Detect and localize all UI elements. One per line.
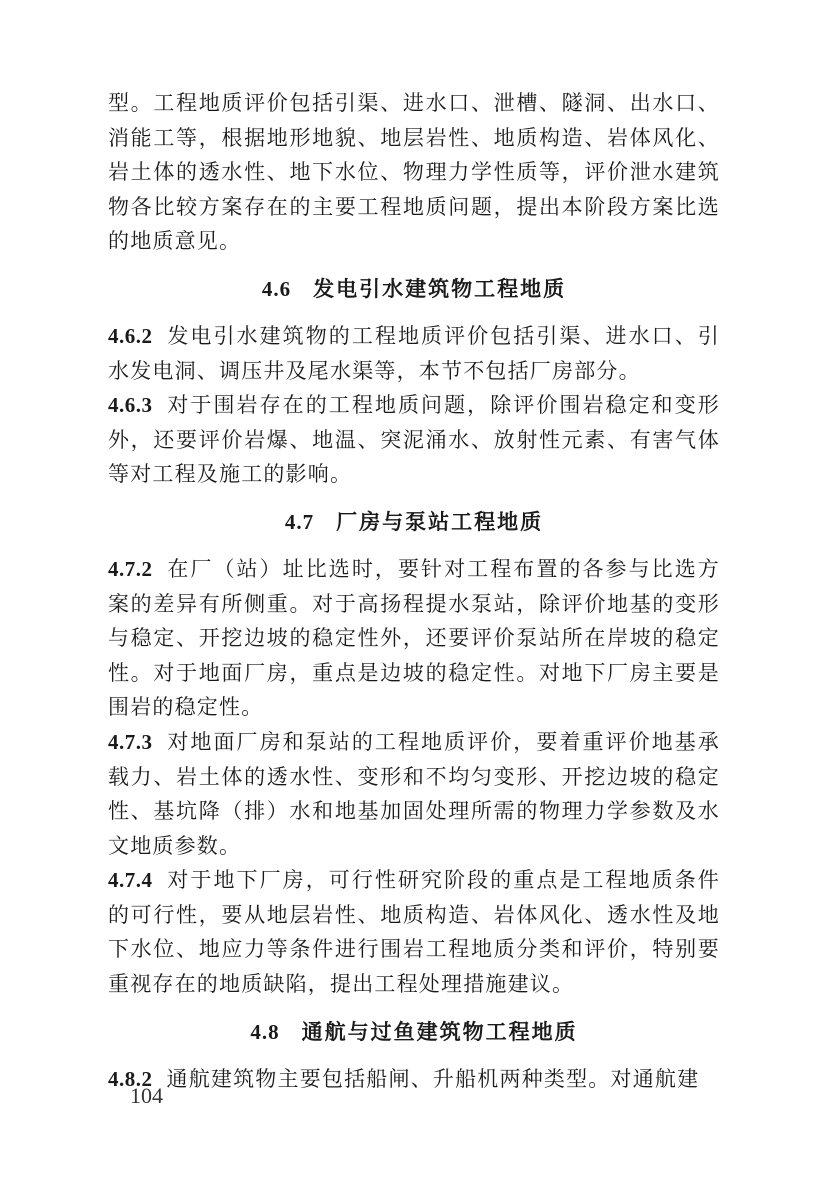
clause-4-7-3 [108,725,720,863]
clause-text: 对地面厂房和泵站的工程地质评价，要着重评价地基承载力、岩土体的透水性、变形和不均匀变形、开挖边坡的稳定性、基坑降（排）水和地基加固处理所需的物理力学参数及水文地质参数。 [108,729,720,858]
page-number: 104 [130,1083,163,1108]
clause-4-7-4 [108,863,720,1001]
clause-text: 在厂（站）址比选时，要针对工程布置的各参与比选方案的差异有所侧重。对于高扬程提水泵站，除评价地基的变形与稳定、开挖边坡的稳定性外，还要评价泵站所在岸坡的稳定性。对于地面厂房，重点是边坡的稳定性。对地下厂房主要是围岩的稳定性。 [108,556,720,720]
section-heading-4-6 [108,259,720,319]
page-body [108,86,720,1096]
section-number: 4.6 [261,276,292,301]
clause-number: 4.7.2 [108,556,153,581]
section-number: 4.7 [284,509,315,534]
section-heading-4-7 [108,492,720,552]
section-title: 发电引水建筑物工程地质 [313,276,567,301]
clause-text: 发电引水建筑物的工程地质评价包括引渠、进水口、引水发电洞、调压井及尾水渠等，本节不包括厂房部分。 [108,323,720,383]
section-number: 4.8 [250,1019,280,1044]
clause-4-6-2 [108,319,720,388]
clause-text: 对于地下厂房，可行性研究阶段的重点是工程地质条件的可行性，要从地层岩性、地质构造、岩体风化、透水性及地下水位、地应力等条件进行围岩工程地质分类和评价，特别要重视存在的地质缺陷，提出工程处理措施建议。 [108,868,720,997]
clause-number: 4.8.2 [108,1066,153,1091]
clause-4-7-2 [108,552,720,725]
clause-4-6-3 [108,388,720,492]
clause-number: 4.7.4 [108,868,153,893]
section-heading-4-8 [108,1002,720,1062]
clause-number: 4.7.3 [108,729,153,754]
clause-4-8-2 [108,1062,720,1097]
section-title: 厂房与泵站工程地质 [336,509,544,534]
clause-text: 对于围岩存在的工程地质问题，除评价围岩稳定和变形外，还要评价岩爆、地温、突泥涌水、放射性元素、有害气体等对工程及施工的影响。 [108,393,720,487]
clause-text: 通航建筑物主要包括船闸、升船机两种类型。对通航建 [166,1066,700,1091]
intro-paragraph: 型。工程地质评价包括引渠、进水口、泄槽、隧洞、出水口、消能工等，根据地形地貌、地层岩性、地质构造、岩体风化、岩土体的透水性、地下水位、物理力学性质等，评价泄水建筑物各比较方案存在的主要工程地质问题，提出本阶段方案比选的地质意见。 [108,91,720,254]
clause-number: 4.6.3 [108,393,153,418]
clause-number: 4.6.2 [108,323,153,348]
section-title: 通航与过鱼建筑物工程地质 [301,1019,578,1044]
